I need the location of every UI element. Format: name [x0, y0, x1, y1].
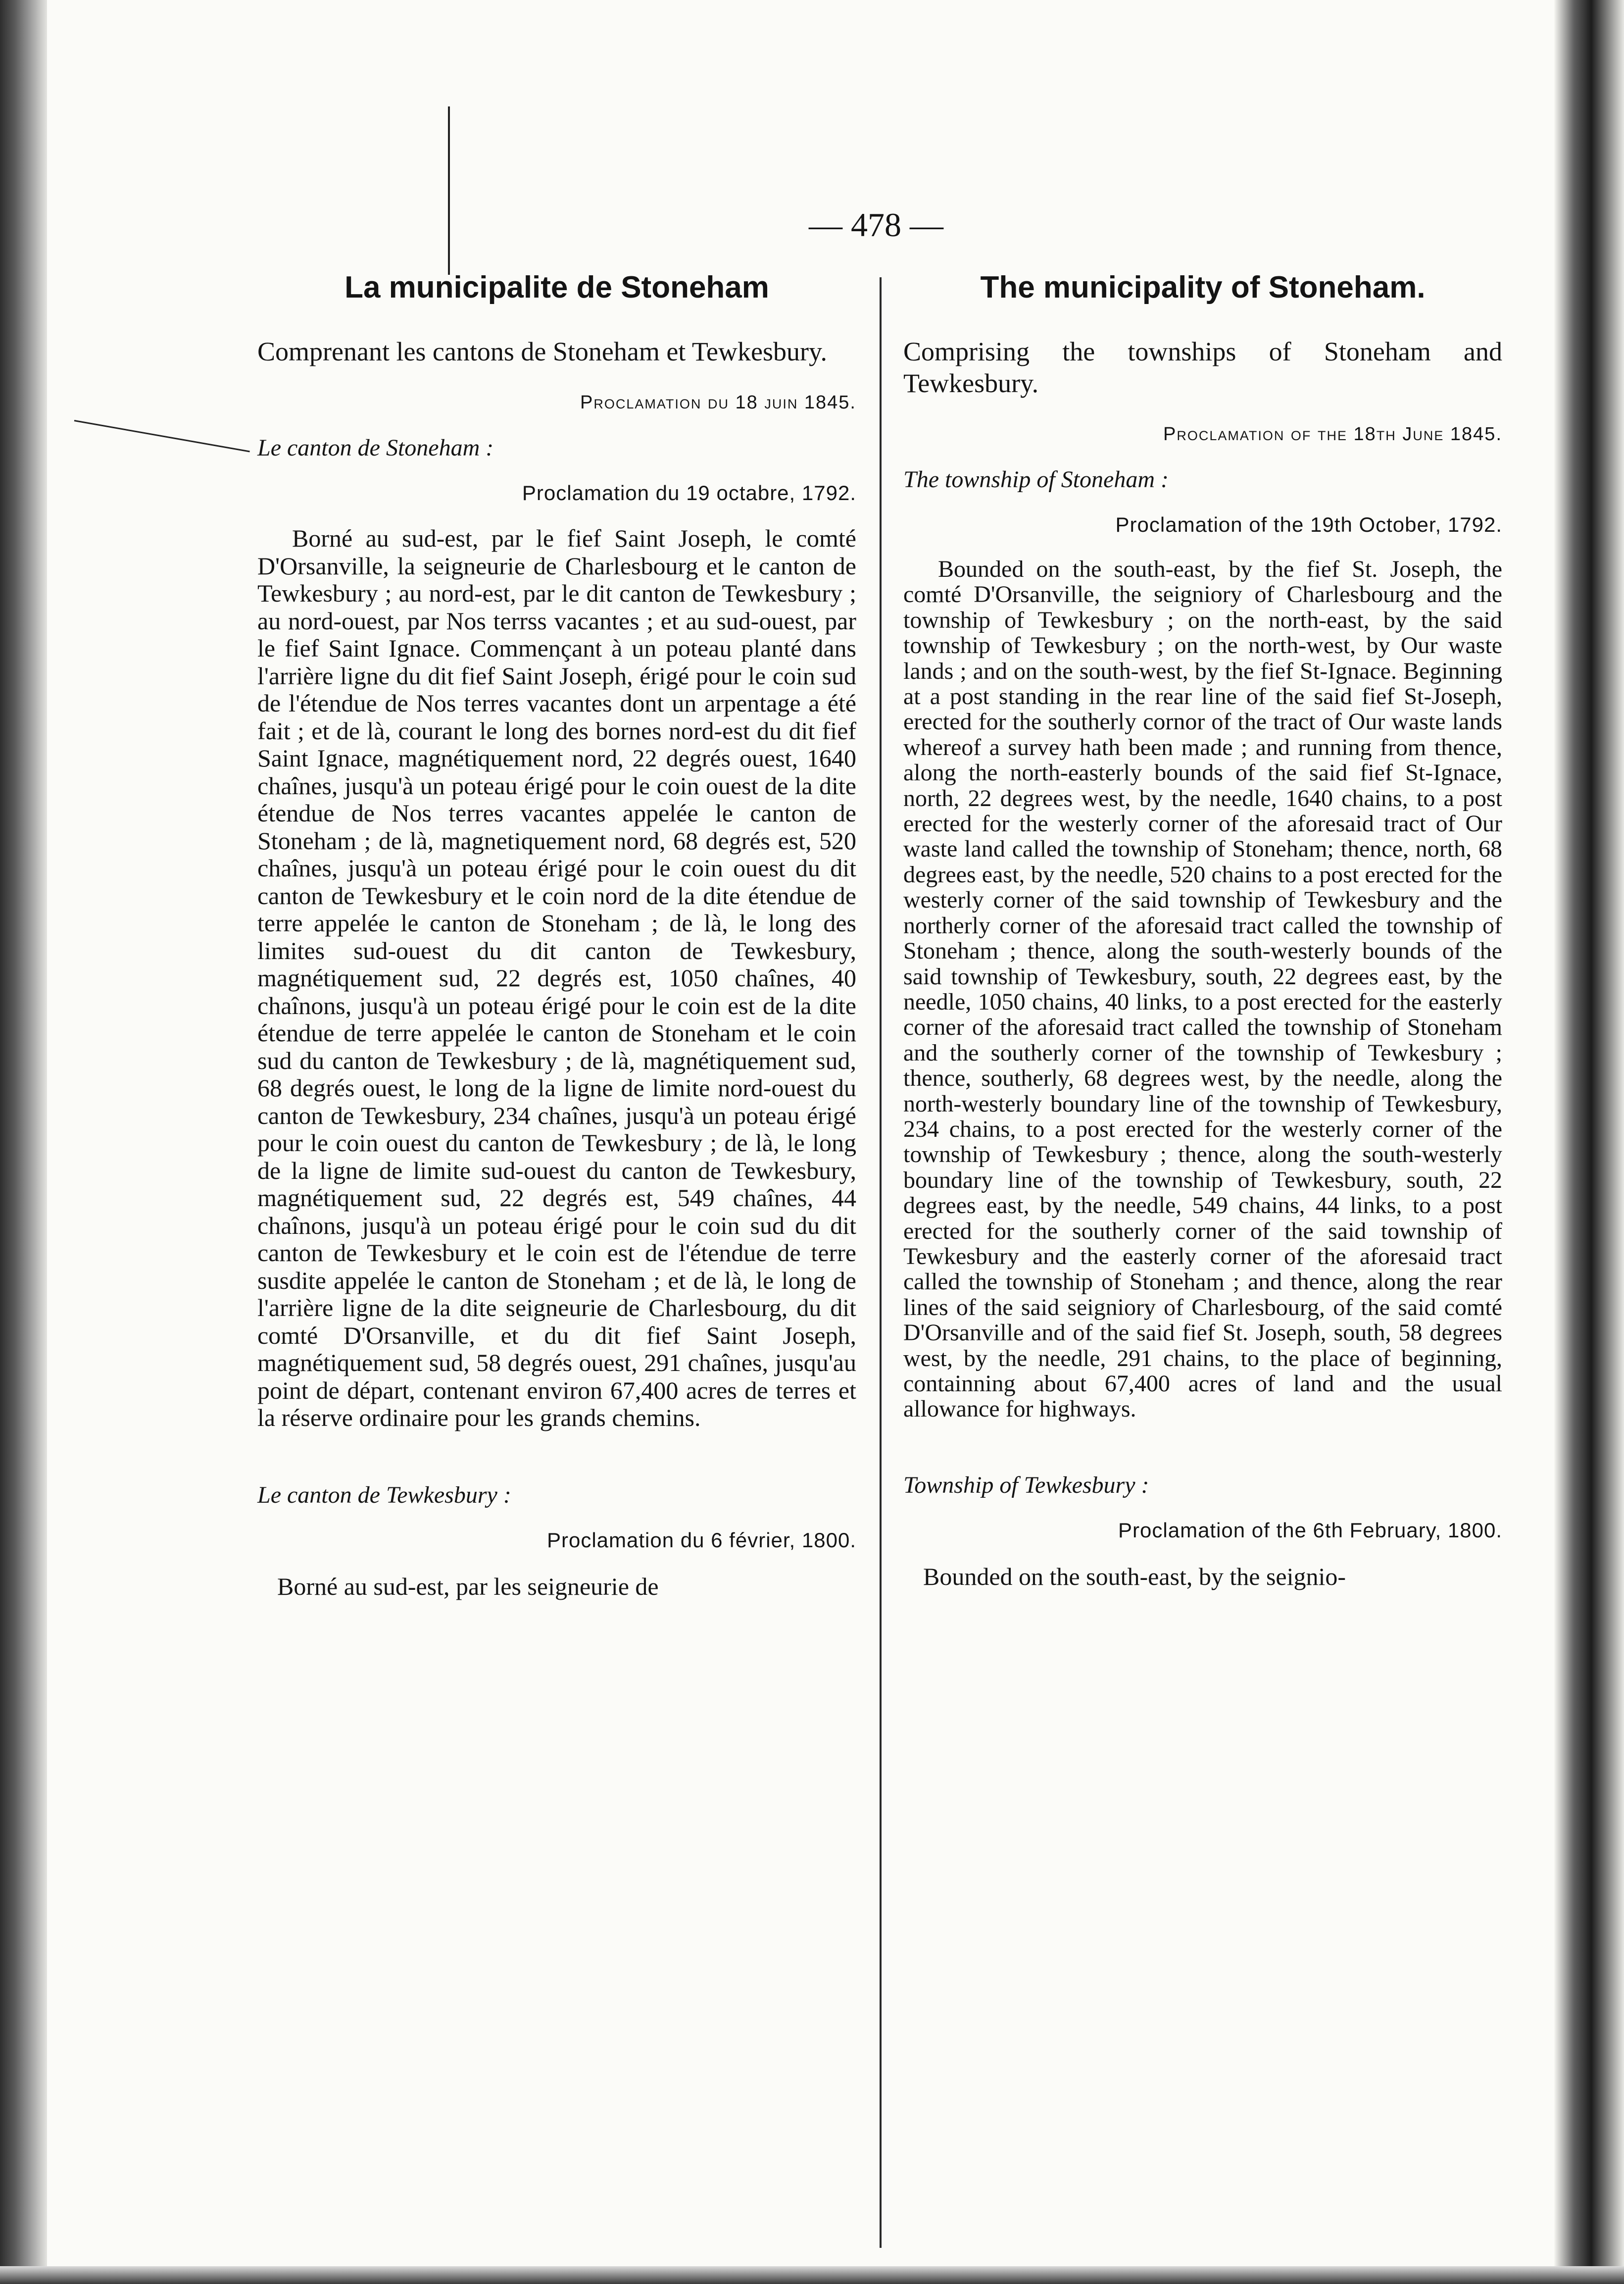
scan-bottom-edge — [0, 2266, 1624, 2284]
scan-gutter-edge — [1554, 0, 1624, 2284]
english-description-stoneham: Bounded on the south-east, by the fief St. Joseph, the comté D'Orsanville, the seigniory of Charlesbourg and the township of Tewkesbury ; on the north-east, by the said township of Tewkesbury ; on the north-west, by Our waste lands ; and on the south-west, by the fief St-Ignace. Beginning at a post standing in the rear line of the said fief St-Joseph, erected for the southerly cornor of the tract of Our waste lands whereof a survey hath been made ; and running from thence, along the north-easterly bounds of the said fief St-Ignace, north, 22 degrees west, by the needle, 1640 chains, to a post erected for the westerly corner of the aforesaid tract of Our waste land called the township of Stoneham; thence, north, 68 degrees east, by the needle, 520 chains to a post erected for the westerly corner of the said township of Tewkesbury and the northerly corner of the aforesaid tract called the township of Stoneham ; thence, along the south-westerly bounds of the said township of Tewkesbury, south, 22 degrees east, by the needle, 1050 chains, 40 links, to a post erected for the easterly corner of the aforesaid tract called the township of Stoneham and the southerly corner of the township of Tewkesbury ; thence, southerly, 68 degrees west, by the needle, along the north-westerly boundary line of the township of Tewkesbury, 234 chains, to a post erected for the westerly corner of the township of Tewkesbury ; thence, along the south-westerly boundary line of the township of Tewkesbury, south, 22 degrees east, by the needle, 549 chains, 44 links, to a post erected for the southerly corner of the said township of Tewkesbury and the easterly corner of the aforesaid tract called the township of Stoneham ; and thence, along the rear lines of the said seigniory of Charlesbourg, of the said comté D'Orsanville and of the said fief St. Joseph, south, 58 degrees west, by the needle, 291 chains, to the place of beginning, containning about 67,400 acres of land and the usual allowance for highways. — [903, 556, 1502, 1422]
margin-stroke-diagonal — [74, 420, 250, 452]
english-proclamation-tewkesbury: Proclamation of the 6th February, 1800. — [1118, 1518, 1502, 1542]
page-number: — 478 — — [809, 206, 943, 244]
english-main-proclamation: Proclamation of the 18th June 1845. — [1163, 424, 1502, 445]
english-section-title-tewkesbury: Township of Tewkesbury : — [903, 1472, 1149, 1498]
english-column — [903, 270, 1502, 1591]
french-heading: La municipalite de Stoneham — [344, 270, 769, 305]
english-description-tewkesbury: Bounded on the south-east, by the seignio- — [923, 1562, 1346, 1590]
french-section-title-stoneham: Le canton de Stoneham : — [257, 435, 494, 461]
margin-stroke-vertical — [448, 106, 450, 275]
french-section-title-tewkesbury: Le canton de Tewkesbury : — [257, 1481, 511, 1508]
french-proclamation-tewkesbury: Proclamation du 6 février, 1800. — [546, 1528, 856, 1552]
english-heading: The municipality of Stoneham. — [980, 270, 1426, 305]
column-divider — [880, 277, 882, 2248]
french-intro: Comprenant les cantons de Stoneham et Tewkesbury. — [257, 337, 827, 366]
english-intro: Comprising the townships of Stoneham and Tewkesbury. — [903, 337, 1502, 398]
french-description-stoneham: Borné au sud-est, par le fief Saint Joseph, le comté D'Orsanville, la seigneurie de Charlesbourg et le canton de Tewkesbury ; au nord-est, par le dit canton de Tewkesbury ; au nord-ouest, par Nos terrss vacantes ; et au sud-ouest, par le fief Saint Ignace. Commençant à un poteau planté dans l'arrière ligne du dit fief Saint Joseph, érigé pour le coin sud de l'étendue de Nos terres vacantes dont un arpentage a été fait ; et de là, courant le long des bornes nord-est du dit fief Saint Ignace, magnétiquement nord, 22 degrés ouest, 1640 chaînes, jusqu'à un poteau érigé pour le coin ouest de la dite étendue de Nos terres vacantes appelée le canton de Stoneham ; de là, magnetiquement nord, 68 degrés est, 520 chaînes, jusqu'à un poteau érigé pour le coin ouest du dit canton de Tewkesbury et le coin nord de la dite étendue de terre appelée le canton de Stoneham ; de là, le long des limites sud-ouest du dit canton de Tewkesbury, magnétiquement sud, 22 degrés est, 1050 chaînes, 40 chaînons, jusqu'à un poteau érigé pour le coin est de la dite étendue de terre appelée le canton de Stoneham et le coin sud du canton de Tewkesbury ; de là, magnétiquement sud, 68 degrés ouest, le long de la ligne de limite nord-ouest du canton de Tewkesbury, 234 chaînes, jusqu'à un poteau érigé pour le coin ouest du canton de Tewkesbury ; de là, le long de la ligne de limite sud-ouest du canton de Tewkesbury, magnétiquement sud, 22 degrés est, 549 chaînes, 44 chaînons, jusqu'à un poteau érigé pour le coin sud du dit canton de Tewkesbury et le coin est de l'étendue de terre susdite appelée le canton de Stoneham ; et de là, le long de l'arrière ligne de la dite seigneurie de Charlesbourg, du dit comté D'Orsanville, et du dit fief Saint Joseph, magnétiquement sud, 58 degrés ouest, 291 chaînes, jusqu'au point de départ, contenant environ 67,400 acres de terres et la réserve ordinaire pour les grands chemins. — [257, 524, 856, 1431]
scan-left-edge — [0, 0, 47, 2284]
french-main-proclamation: Proclamation du 18 juin 1845. — [580, 392, 856, 413]
english-proclamation-stoneham: Proclamation of the 19th October, 1792. — [1115, 513, 1502, 536]
french-description-tewkesbury: Borné au sud-est, par les seigneurie de — [277, 1572, 659, 1600]
french-proclamation-stoneham: Proclamation du 19 octabre, 1792. — [522, 481, 856, 505]
french-column — [257, 270, 856, 1601]
english-section-title-stoneham: The township of Stoneham : — [903, 466, 1169, 493]
